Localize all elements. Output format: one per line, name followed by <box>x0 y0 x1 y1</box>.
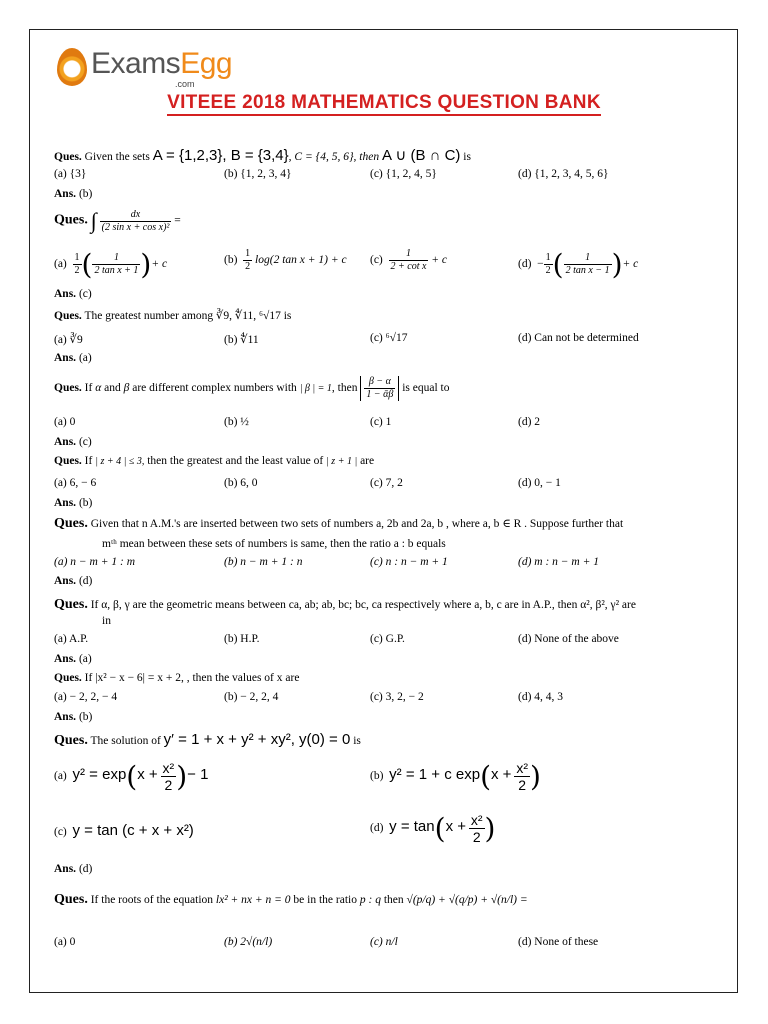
question-9-options-row-2 <box>54 812 734 852</box>
question-2-options <box>54 248 734 281</box>
answer-6: Ans. (d) <box>54 575 93 587</box>
option-a: (a) n − m + 1 : m <box>54 556 135 568</box>
option-a: (a) A.P. <box>54 633 89 645</box>
option-a: (a) {3} <box>54 168 87 180</box>
question-1-options <box>54 168 734 184</box>
option-d: (d) Can not be determined <box>518 332 639 344</box>
option-b: (b) 6, 0 <box>224 477 258 489</box>
option-d: (d) 4, 4, 3 <box>518 691 564 703</box>
question-7-options <box>54 633 734 649</box>
question-7: Ques. If α, β, γ are the geometric means between ca, ab; ab, bc; bc, ca respectively where a, b, c are in A.P., then α², β², γ² are <box>54 597 636 612</box>
answer-4: Ans. (c) <box>54 436 92 448</box>
option-c: (c) n : n − m + 1 <box>370 556 448 568</box>
option-d: (d) None of the above <box>518 633 619 645</box>
answer-9: Ans. (d) <box>54 863 93 875</box>
option-b: (b) − 2, 2, 4 <box>224 691 279 703</box>
option-a: (a) − 2, 2, − 4 <box>54 691 118 703</box>
answer-2: Ans. (c) <box>54 288 92 300</box>
option-b: (b) ½ <box>224 416 249 428</box>
answer-7: Ans. (a) <box>54 653 92 665</box>
question-5-options <box>54 477 734 493</box>
option-a: (a) 6, − 6 <box>54 477 97 489</box>
option-b: (b) 2√(n/l) <box>224 936 273 948</box>
answer-3: Ans. (a) <box>54 352 92 364</box>
answer-8: Ans. (b) <box>54 711 93 723</box>
option-d: (d) {1, 2, 3, 4, 5, 6} <box>518 168 609 180</box>
question-8: Ques. If |x² − x − 6| = x + 2, , then the values of x are <box>54 672 300 684</box>
option-b: (b) {1, 2, 3, 4} <box>224 168 292 180</box>
question-4: Ques. If α and β are different complex numbers with | β | = 1, then $\frac{\beta - \alpha}{\text{1 − ᾱβ}}$ is equal to <box>54 376 450 400</box>
option-b: (b) H.P. <box>224 633 260 645</box>
option-b: (b) $\frac{1}{2}$ log(2 tan x + 1) + c <box>224 248 347 272</box>
option-c: (c) $\frac{1}{\text{2 + cot x}}$ + c <box>370 248 448 272</box>
question-1: Ques. Given the sets A = {1,2,3}, B = {3,4}, C = {4, 5, 6}, then A ∪ (B ∩ C) is <box>54 147 471 164</box>
option-c: (c) ⁶√17 <box>370 332 408 344</box>
option-a: (a) $\frac{1}{2}$ ( $\frac{1}{\text{2 tan x + 1}}$ )+ c <box>54 248 168 281</box>
option-d: (d) 2 <box>518 416 541 428</box>
option-c: (c) n/l <box>370 936 398 948</box>
logo-suffix: .com <box>175 79 195 89</box>
question-9: Ques. The solution of y′ = 1 + x + y² + xy², y(0) = 0 is <box>54 731 361 748</box>
question-10: Ques. If the roots of the equation lx² + nx + n = 0 be in the ratio p : q then √(p/q) + √(q/p) + √(n/l) = <box>54 892 528 907</box>
question-7-line-2: in <box>102 615 111 627</box>
question-10-options <box>54 936 734 952</box>
option-c: (c) 3, 2, − 2 <box>370 691 424 703</box>
question-6-options <box>54 556 734 572</box>
question-3: Ques. The greatest number among ∛9, ∜11, ⁶√17 is <box>54 310 292 322</box>
question-6: Ques. Given that n A.M.'s are inserted between two sets of numbers a, 2b and 2a, b , where a, b ∈ R . Suppose further that <box>54 516 624 531</box>
question-9-options-row-1 <box>54 760 734 800</box>
option-a: (a) ∛9 <box>54 334 83 346</box>
option-d: (d) 0, − 1 <box>518 477 561 489</box>
option-d: (d) None of these <box>518 936 599 948</box>
option-c: (c) G.P. <box>370 633 405 645</box>
option-c: (c) {1, 2, 4, 5} <box>370 168 437 180</box>
option-d: (d) y = tan(x + $\frac{\text{x²}}{2}$ ) <box>370 812 496 845</box>
logo-text: ExamsEgg <box>91 47 233 80</box>
option-b: (b) ∜11 <box>224 334 259 346</box>
question-3-options <box>54 332 734 348</box>
option-d: (d) m : n − m + 1 <box>518 556 599 568</box>
option-a: (a) y² = exp(x + $\frac{\text{x²}}{2}$ )− 1 <box>54 760 209 793</box>
question-2: Ques. ∫ $\frac{dx}{\text{(2 sin x + cos x)²}}$ = <box>54 208 181 233</box>
option-b: (b) y² = 1 + c exp(x + $\frac{\text{x²}}{2}$ ) <box>370 760 541 793</box>
option-d: (d) − $\frac{1}{2}$ ( $\frac{1}{\text{2 tan x − 1}}$ )+ c <box>518 248 639 281</box>
question-8-options <box>54 691 734 707</box>
integrand: $\frac{dx}{\text{(2 sin x + cos x)²}}$ <box>101 208 170 233</box>
answer-1: Ans. (b) <box>54 188 93 200</box>
egg-icon <box>57 48 87 86</box>
option-a: (a) 0 <box>54 936 76 948</box>
option-c: (c) y = tan (c + x + x²) <box>54 822 194 839</box>
examsegg-logo <box>57 46 237 92</box>
option-c: (c) 1 <box>370 416 392 428</box>
question-6-line-2: mᵗʰ mean between these sets of numbers is same, then the ratio a : b equals <box>102 538 446 550</box>
question-4-options <box>54 416 734 432</box>
page-title: VITEEE 2018 MATHEMATICS QUESTION BANK <box>0 92 768 114</box>
question-5: Ques. If | z + 4 | ≤ 3, then the greatest and the least value of | z + 1 | are <box>54 455 375 467</box>
option-c: (c) 7, 2 <box>370 477 403 489</box>
answer-5: Ans. (b) <box>54 497 93 509</box>
option-b: (b) n − m + 1 : n <box>224 556 303 568</box>
option-a: (a) 0 <box>54 416 76 428</box>
